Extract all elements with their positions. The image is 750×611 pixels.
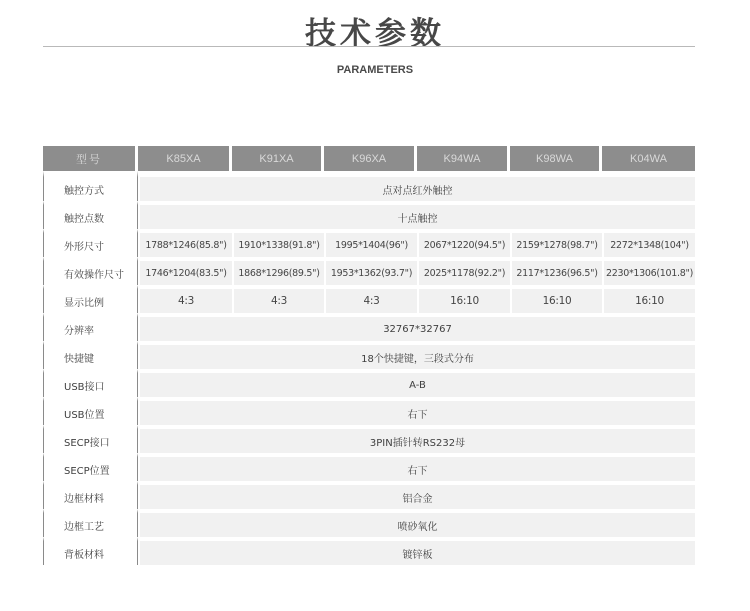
column-header-k04wa: K04WA xyxy=(602,146,695,171)
row-value: A-B xyxy=(138,369,695,397)
column-header-k94wa: K94WA xyxy=(417,146,510,171)
table-row xyxy=(43,369,695,397)
row-label: 外形尺寸 xyxy=(43,229,138,257)
table-cell: 4:3 xyxy=(324,285,417,313)
row-value: 铝合金 xyxy=(138,481,695,509)
page-subtitle: PARAMETERS xyxy=(336,64,414,76)
row-value: 点对点红外触控 xyxy=(138,171,695,201)
row-value: 右下 xyxy=(138,397,695,425)
table-row xyxy=(43,397,695,425)
table-row xyxy=(43,171,695,201)
row-label: 边框工艺 xyxy=(43,509,138,537)
column-header-k98wa: K98WA xyxy=(510,146,602,171)
row-value: 十点触控 xyxy=(138,201,695,229)
row-value: 镀锌板 xyxy=(138,537,695,565)
table-cell: 2025*1178(92.2") xyxy=(417,257,510,285)
row-value: 喷砂氧化 xyxy=(138,509,695,537)
table-row xyxy=(43,425,695,453)
row-value: 右下 xyxy=(138,453,695,481)
table-cell: 1788*1246(85.8") xyxy=(138,229,232,257)
table-cell: 2159*1278(98.7") xyxy=(510,229,602,257)
table-cell: 1868*1296(89.5") xyxy=(232,257,324,285)
column-header-k91xa: K91XA xyxy=(232,146,324,171)
table-row xyxy=(43,257,695,285)
table-row xyxy=(43,285,695,313)
column-header-model: 型号 xyxy=(43,146,138,171)
table-row xyxy=(43,537,695,565)
table-cell: 2067*1220(94.5") xyxy=(417,229,510,257)
table-cell: 4:3 xyxy=(138,285,232,313)
row-label: SECP位置 xyxy=(43,453,138,481)
table-row xyxy=(43,313,695,341)
table-cell: 1910*1338(91.8") xyxy=(232,229,324,257)
column-header-k85xa: K85XA xyxy=(138,146,232,171)
row-label: 背板材料 xyxy=(43,537,138,565)
table-row xyxy=(43,341,695,369)
row-label: 显示比例 xyxy=(43,285,138,313)
table-cell: 2272*1348(104") xyxy=(602,229,695,257)
table-cell: 1746*1204(83.5") xyxy=(138,257,232,285)
table-cell: 4:3 xyxy=(232,285,324,313)
row-label: 快捷键 xyxy=(43,341,138,369)
table-row xyxy=(43,481,695,509)
table-row xyxy=(43,229,695,257)
row-value: 32767*32767 xyxy=(138,313,695,341)
row-label: USB接口 xyxy=(43,369,138,397)
row-label: 触控点数 xyxy=(43,201,138,229)
table-row xyxy=(43,509,695,537)
row-label: SECP接口 xyxy=(43,425,138,453)
table-header-row xyxy=(43,146,695,171)
row-label: USB位置 xyxy=(43,397,138,425)
row-label: 边框材料 xyxy=(43,481,138,509)
table-cell: 1953*1362(93.7") xyxy=(324,257,417,285)
row-value: 18个快捷键，三段式分布 xyxy=(138,341,695,369)
row-label: 有效操作尺寸 xyxy=(43,257,138,285)
parameters-table xyxy=(43,146,695,565)
table-cell: 16:10 xyxy=(602,285,695,313)
column-header-k96xa: K96XA xyxy=(324,146,417,171)
row-value: 3PIN插针转RS232母 xyxy=(138,425,695,453)
row-label: 分辨率 xyxy=(43,313,138,341)
table-row xyxy=(43,201,695,229)
row-label: 触控方式 xyxy=(43,171,138,201)
title-divider xyxy=(43,46,695,47)
table-cell: 16:10 xyxy=(510,285,602,313)
table-cell: 16:10 xyxy=(417,285,510,313)
table-cell: 2117*1236(96.5") xyxy=(510,257,602,285)
table-cell: 1995*1404(96") xyxy=(324,229,417,257)
table-row xyxy=(43,453,695,481)
page-title: 技术参数 xyxy=(305,16,445,52)
table-cell: 2230*1306(101.8") xyxy=(602,257,695,285)
